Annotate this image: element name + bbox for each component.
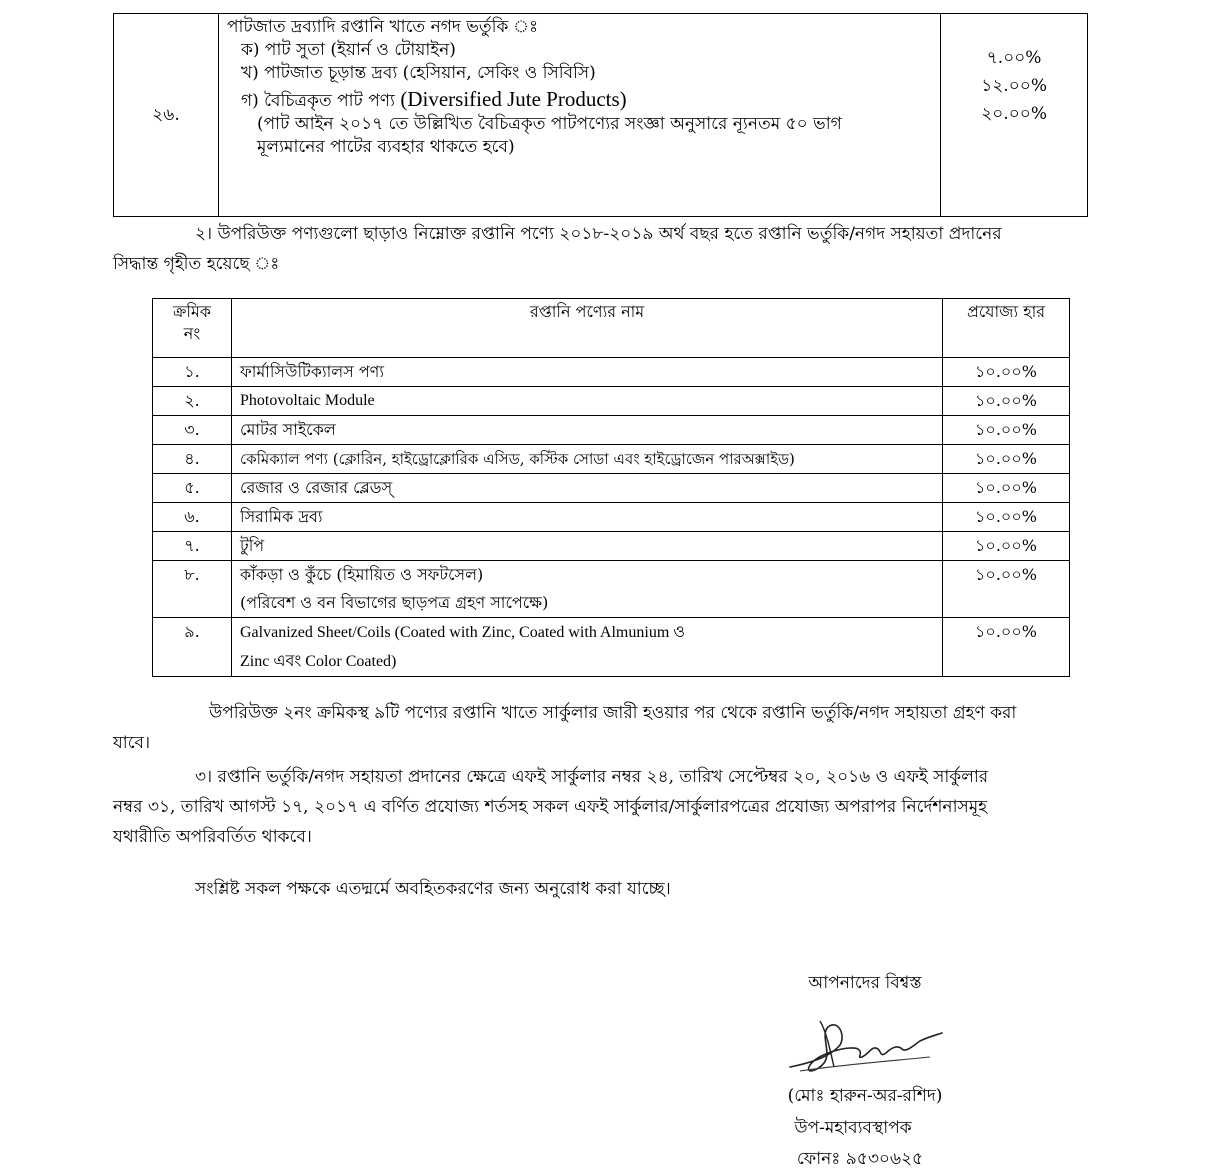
salutation: আপনাদের বিশ্বস্ত	[808, 973, 922, 993]
paragraph-3-line1: ৩। রপ্তানি ভর্তুকি/নগদ সহায়তা প্রদানের ক্ষেত্রে এফই সার্কুলার নম্বর ২৪, তারিখ সেপ্টেম্বর ২০, ২০১৬ ও এফই সার্কুলার	[195, 767, 989, 787]
row-rate: ১০.০০%	[943, 358, 1070, 387]
paragraph-after-table-cont: যাবে।	[113, 733, 151, 753]
table-row	[114, 14, 1088, 217]
paragraph-2-text-cont: সিদ্ধান্ত গৃহীত হয়েছে ঃ	[113, 254, 280, 274]
export-products-table	[152, 298, 1070, 677]
row-product	[232, 618, 943, 677]
signatory-designation: উপ-মহাব্যবস্থাপক	[794, 1118, 912, 1138]
jute-item-a: ক) পাট সুতা (ইয়ার্ন ও টোয়াইন)	[240, 39, 456, 60]
row-rate: ১০.০০%	[943, 416, 1070, 445]
paragraph-3-line3: যথারীতি অপরিবর্তিত থাকবে।	[113, 827, 312, 847]
jute-item-b: খ) পাটজাত চূড়ান্ত দ্রব্য (হেসিয়ান, সেকিং ও সিবিসি)	[240, 62, 596, 83]
header-serial-line2: নং	[183, 323, 201, 343]
row-product: রেজার ও রেজার ব্লেডস্	[232, 474, 943, 503]
header-product-name: রপ্তানি পণ্যের নাম	[232, 299, 943, 358]
row-product-line2: (পরিবেশ ও বন বিভাগের ছাড়পত্র গ্রহণ সাপেক্ষে)	[240, 593, 549, 612]
paragraph-2	[113, 219, 1091, 279]
jute-heading: পাটজাত দ্রব্যাদি রপ্তানি খাতে নগদ ভর্তুকি ঃ	[226, 17, 539, 37]
jute-note-line1: (পাট আইন ২০১৭ তে উল্লিখিত বৈচিত্রকৃত পাটপণ্যের সংজ্ঞা অনুসারে ন্যূনতম ৫০ ভাগ	[256, 114, 842, 135]
table-row	[153, 358, 1070, 387]
header-serial-line1: ক্রমিক	[172, 302, 212, 321]
row-product: Photovoltaic Module	[232, 387, 943, 416]
table-row	[153, 416, 1070, 445]
jute-item-c-bn: গ) বৈচিত্রকৃত পাট পণ্য	[240, 90, 395, 111]
row-product: কেমিক্যাল পণ্য (ক্লোরিন, হাইড্রোক্লোরিক এসিড, কস্টিক সোডা এবং হাইড্রোজেন পারঅক্সাইড)	[232, 445, 943, 474]
signatory-phone: ফোনঃ ৯৫৩০৬২৫	[796, 1149, 924, 1169]
header-serial	[153, 299, 232, 358]
closing-request: সংশ্লিষ্ট সকল পক্ষকে এতদ্মর্মে অবহিতকরণের জন্য অনুরোধ করা যাচ্ছে।	[195, 879, 671, 899]
row-product: মোটর সাইকেল	[232, 416, 943, 445]
row-no: ৪.	[153, 445, 232, 474]
table-row	[153, 618, 1070, 677]
rate-cell	[941, 14, 1088, 217]
row-rate: ১০.০০%	[943, 503, 1070, 532]
row-no: ৮.	[153, 561, 232, 618]
serial-cell: ২৬.	[114, 14, 219, 217]
row-product	[232, 561, 943, 618]
jute-note-line2: মূল্যমানের পাটের ব্যবহার থাকতে হবে)	[256, 137, 515, 158]
jute-subsidy-table	[113, 13, 1088, 217]
row-rate: ১০.০০%	[943, 618, 1070, 677]
row-no: ৬.	[153, 503, 232, 532]
row-product-line1: কাঁকড়া ও কুঁচে (হিমায়িত ও সফটসেল)	[240, 565, 484, 584]
row-product: ফার্মাসিউটিক্যালস পণ্য	[232, 358, 943, 387]
jute-item-c	[227, 85, 932, 113]
description-cell	[218, 14, 940, 217]
paragraph-after-table-text: উপরিউক্ত ২নং ক্রমিকস্থ ৯টি পণ্যের রপ্তানি খাতে সার্কুলার জারী হওয়ার পর থেকে রপ্তানি ভর্তুকি/নগদ সহায়তা গ্রহণ করা	[209, 703, 1017, 723]
row-no: ৭.	[153, 532, 232, 561]
row-rate: ১০.০০%	[943, 561, 1070, 618]
table-row	[153, 561, 1070, 618]
header-rate: প্রযোজ্য হার	[943, 299, 1070, 358]
paragraph-3-line2: নম্বর ৩১, তারিখ আগস্ট ১৭, ২০১৭ এ বর্ণিত প্রযোজ্য শর্তসহ সকল এফই সার্কুলার/সার্কুলারপত্রের প্রযোজ্য অপরাপর নির্দেশনাসমূহ	[113, 797, 988, 817]
table-header-row	[153, 299, 1070, 358]
row-rate: ১০.০০%	[943, 445, 1070, 474]
signature-icon	[780, 1005, 950, 1085]
row-rate: ১০.০০%	[943, 532, 1070, 561]
row-no: ২.	[153, 387, 232, 416]
row-rate: ১০.০০%	[943, 474, 1070, 503]
row-product: টুপি	[232, 532, 943, 561]
paragraph-3	[113, 762, 1091, 852]
table-row	[153, 445, 1070, 474]
paragraph-2-text: ২। উপরিউক্ত পণ্যগুলো ছাড়াও নিম্নোক্ত রপ্তানি পণ্যে ২০১৮-২০১৯ অর্থ বছর হতে রপ্তানি ভর্তুকি/নগদ সহায়তা প্রদানের	[195, 224, 1002, 244]
table-row	[153, 503, 1070, 532]
row-product-line2: Zinc এবং Color Coated)	[240, 653, 397, 670]
row-no: ৩.	[153, 416, 232, 445]
signatory-name: (মোঃ হারুন-অর-রশিদ)	[787, 1086, 943, 1106]
paragraph-after-table	[113, 698, 1091, 758]
row-no: ১.	[153, 358, 232, 387]
row-rate: ১০.০০%	[943, 387, 1070, 416]
rate-b: ১২.০০%	[981, 76, 1047, 96]
jute-item-c-en: (Diversified Jute Products)	[400, 86, 627, 111]
row-no: ৫.	[153, 474, 232, 503]
rate-a: ৭.০০%	[986, 48, 1042, 68]
table-row	[153, 532, 1070, 561]
rate-c: ২০.০০%	[981, 104, 1047, 124]
row-product: সিরামিক দ্রব্য	[232, 503, 943, 532]
table-row	[153, 474, 1070, 503]
row-product-line1: Galvanized Sheet/Coils (Coated with Zinc, Coated with Almunium ও	[240, 624, 686, 641]
row-no: ৯.	[153, 618, 232, 677]
table-row	[153, 387, 1070, 416]
